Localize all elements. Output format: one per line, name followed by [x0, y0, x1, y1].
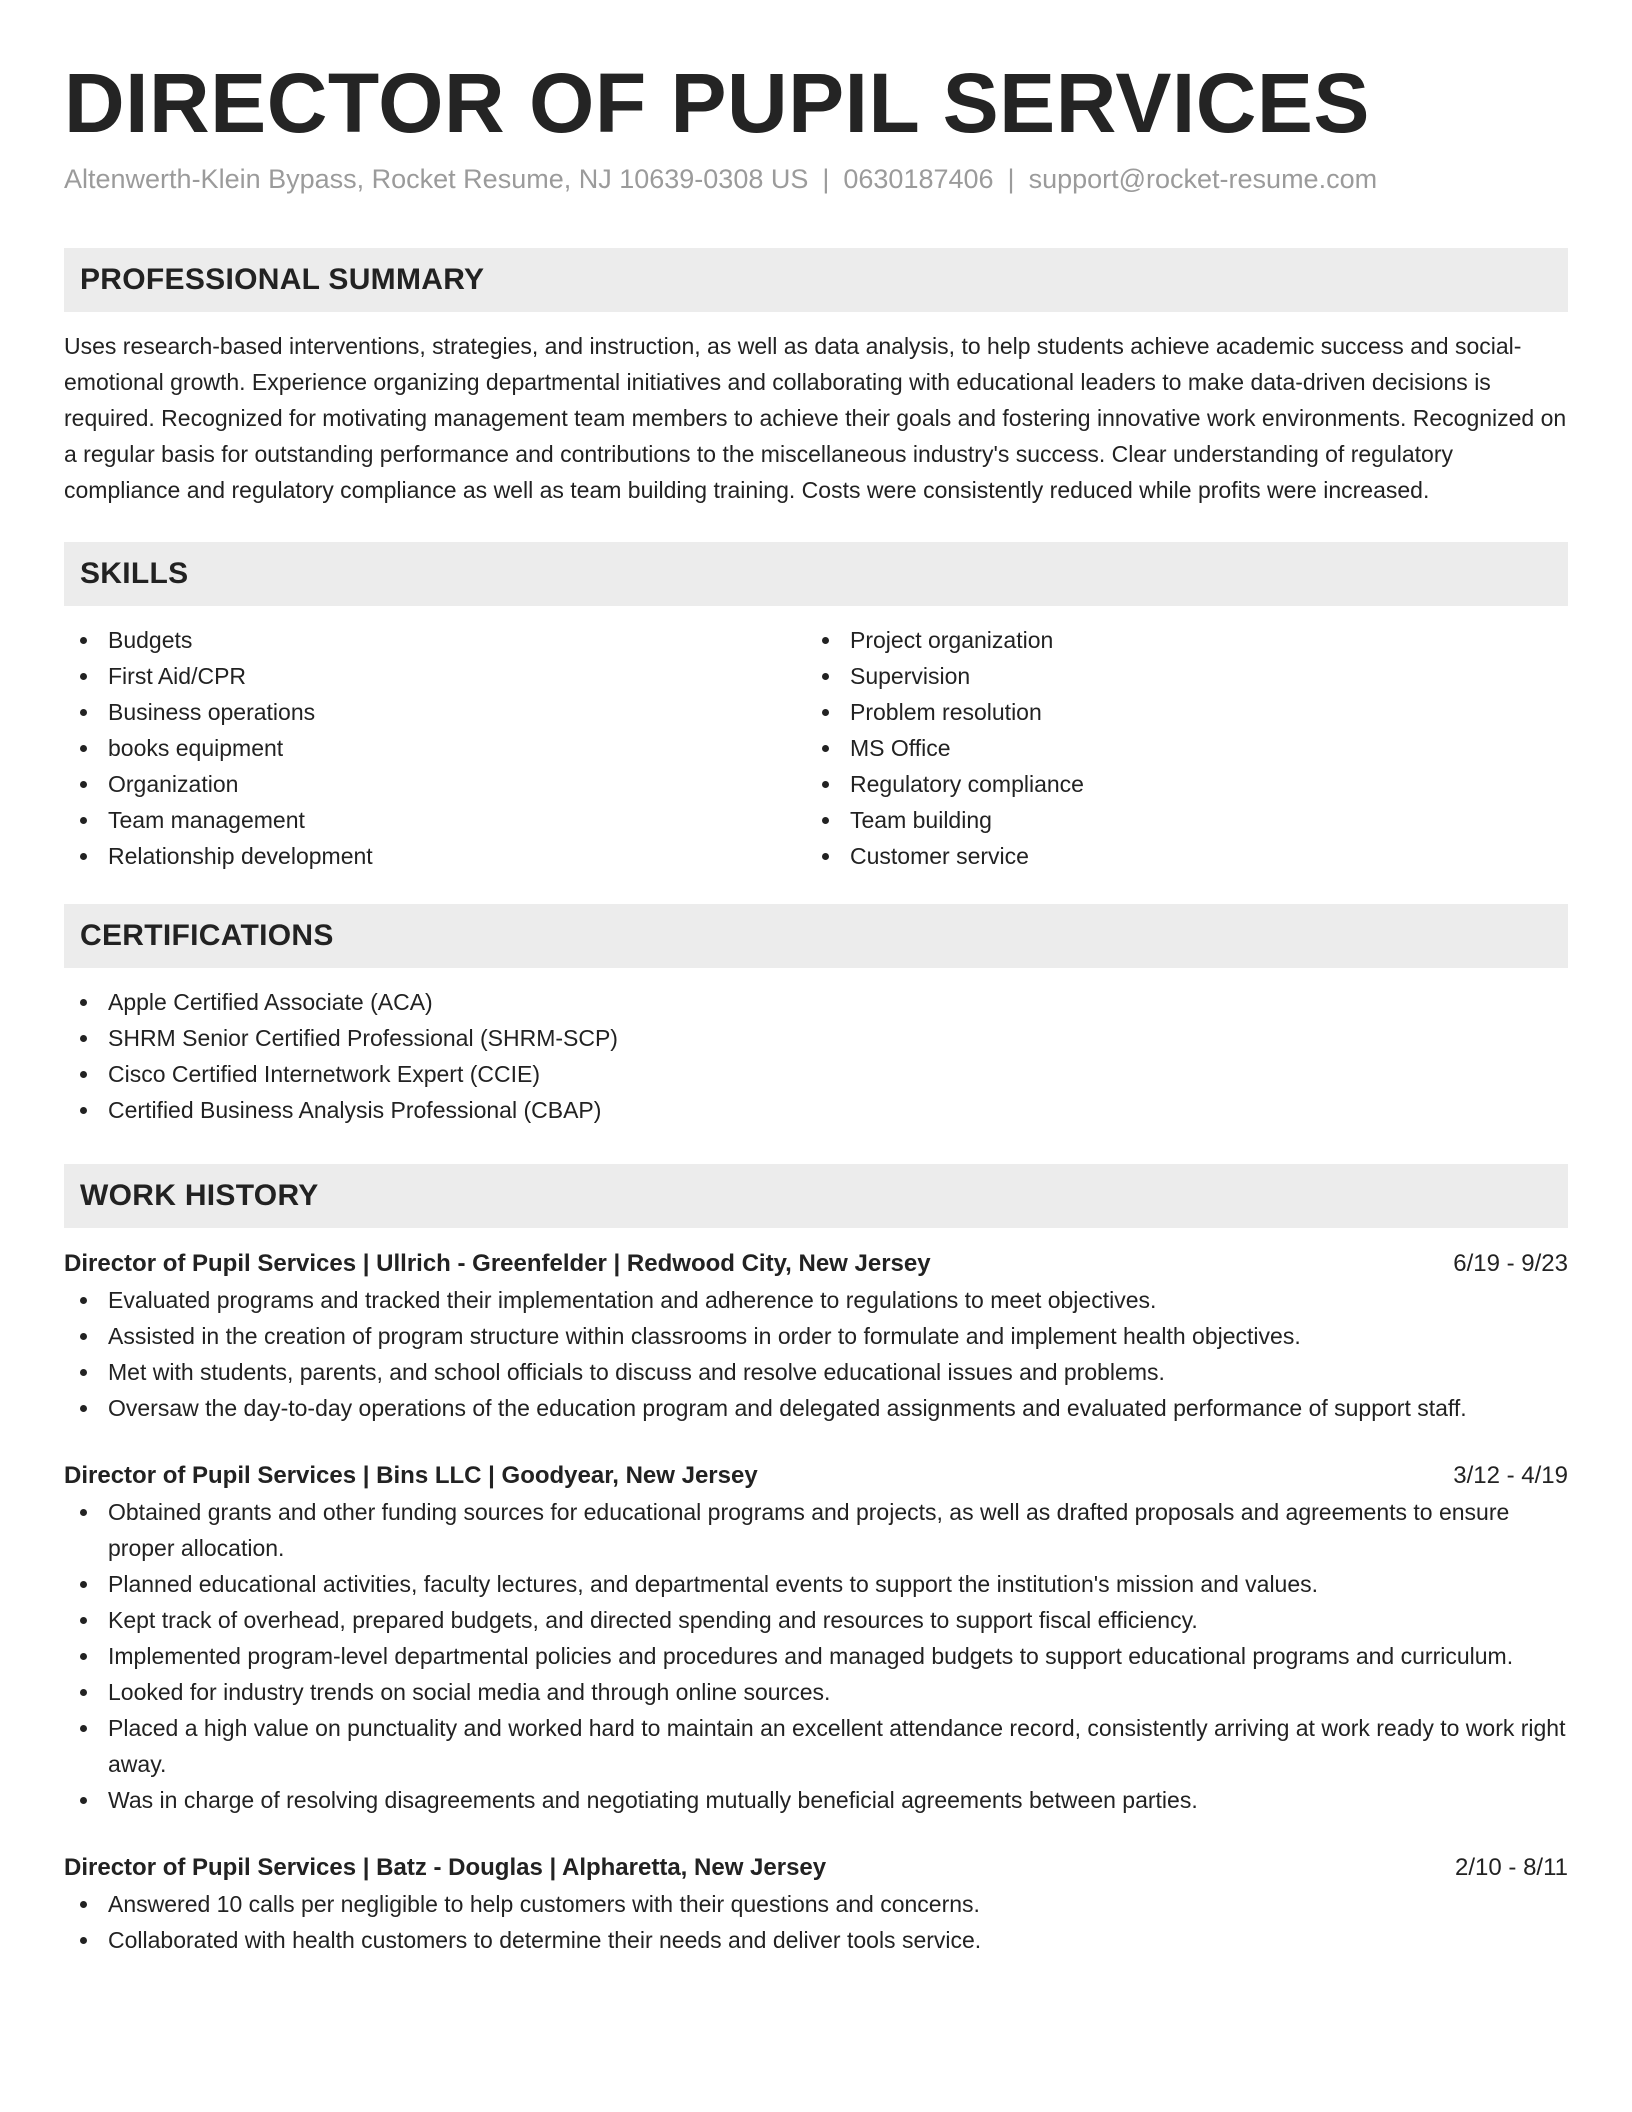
skill-item: Customer service [806, 838, 1548, 874]
contact-separator: | [822, 164, 830, 194]
certification-item: Apple Certified Associate (ACA) [64, 984, 1568, 1020]
certifications-list [64, 984, 1568, 1128]
certifications-section [64, 904, 1568, 1128]
summary-section [64, 248, 1568, 508]
job-bullet: Was in charge of resolving disagreements and negotiating mutually beneficial agreements between parties. [64, 1782, 1568, 1818]
skill-item: Regulatory compliance [806, 766, 1548, 802]
job-entry [64, 1246, 1568, 1426]
job-dates: 2/10 - 8/11 [1455, 1854, 1568, 1881]
job-bullet: Planned educational activities, faculty lectures, and departmental events to support the institution's mission and values. [64, 1566, 1568, 1602]
job-bullet: Answered 10 calls per negligible to help customers with their questions and concerns. [64, 1886, 1568, 1922]
summary-text: Uses research-based interventions, strategies, and instruction, as well as data analysis, to help students achieve academic success and social-emotional growth. Experience organizing departmental initiatives and collaborating with educational leaders to make data-driven decisions is required. Recognized for motivating management team members to achieve their goals and fostering innovative work environments. Recognized on a regular basis for outstanding performance and contributions to the miscellaneous industry's success. Clear understanding of regulatory compliance and regulatory compliance as well as team building training. Costs were consistently reduced while profits were increased. [64, 333, 1567, 503]
job-bullets [64, 1494, 1568, 1818]
job-title: Director of Pupil Services | Batz - Douglas | Alpharetta, New Jersey [64, 1854, 827, 1881]
job-bullet: Oversaw the day-to-day operations of the education program and delegated assignments and evaluated performance of support staff. [64, 1390, 1568, 1426]
job-bullet: Looked for industry trends on social media and through online sources. [64, 1674, 1568, 1710]
skill-item: Problem resolution [806, 694, 1548, 730]
certifications-heading: CERTIFICATIONS [64, 904, 1568, 968]
job-title: Director of Pupil Services | Ullrich - Greenfelder | Redwood City, New Jersey [64, 1250, 931, 1277]
contact-phone: 0630187406 [843, 164, 994, 194]
job-title: Director of Pupil Services | Bins LLC | Goodyear, New Jersey [64, 1462, 758, 1489]
job-dates: 3/12 - 4/19 [1453, 1462, 1568, 1489]
skill-item: Relationship development [64, 838, 806, 874]
contact-address: Altenwerth-Klein Bypass, Rocket Resume, NJ 10639-0308 US [64, 164, 809, 194]
work-history-section [64, 1164, 1568, 1958]
job-bullet: Met with students, parents, and school officials to discuss and resolve educational issues and problems. [64, 1354, 1568, 1390]
skill-item: Budgets [64, 622, 806, 658]
job-bullets [64, 1282, 1568, 1426]
job-bullet: Kept track of overhead, prepared budgets, and directed spending and resources to support fiscal efficiency. [64, 1602, 1568, 1638]
skills-list-left [64, 622, 806, 874]
resume-name-title: DIRECTOR OF PUPIL SERVICES [64, 56, 1370, 150]
skill-item: MS Office [806, 730, 1548, 766]
job-entry [64, 1458, 1568, 1818]
contact-email: support@rocket-resume.com [1028, 164, 1378, 194]
job-header [64, 1246, 1568, 1282]
job-bullet: Evaluated programs and tracked their implementation and adherence to regulations to meet objectives. [64, 1282, 1568, 1318]
job-bullet: Placed a high value on punctuality and worked hard to maintain an excellent attendance record, consistently arriving at work ready to work right away. [64, 1710, 1568, 1782]
job-bullet: Implemented program-level departmental policies and procedures and managed budgets to support educational programs and curriculum. [64, 1638, 1568, 1674]
job-header [64, 1850, 1568, 1886]
skill-item: Team building [806, 802, 1548, 838]
job-header [64, 1458, 1568, 1494]
resume-page [64, 0, 1568, 1958]
contact-line [64, 162, 1568, 196]
skill-item: books equipment [64, 730, 806, 766]
skill-item: Business operations [64, 694, 806, 730]
skills-list-right [806, 622, 1548, 874]
skills-grid [64, 622, 1568, 874]
certification-item: Cisco Certified Internetwork Expert (CCIE) [64, 1056, 1568, 1092]
summary-heading: PROFESSIONAL SUMMARY [64, 248, 1568, 312]
job-bullets [64, 1886, 1568, 1958]
contact-separator: | [1007, 164, 1015, 194]
skill-item: Project organization [806, 622, 1548, 658]
skill-item: Supervision [806, 658, 1548, 694]
work-history-heading: WORK HISTORY [64, 1164, 1568, 1228]
job-bullet: Collaborated with health customers to determine their needs and deliver tools service. [64, 1922, 1568, 1958]
job-bullet: Obtained grants and other funding sources for educational programs and projects, as well as drafted proposals and agreements to ensure proper allocation. [64, 1494, 1568, 1566]
skill-item: First Aid/CPR [64, 658, 806, 694]
certification-item: SHRM Senior Certified Professional (SHRM-SCP) [64, 1020, 1568, 1056]
certification-item: Certified Business Analysis Professional (CBAP) [64, 1092, 1568, 1128]
job-entry [64, 1850, 1568, 1958]
job-bullet: Assisted in the creation of program structure within classrooms in order to formulate and implement health objectives. [64, 1318, 1568, 1354]
job-dates: 6/19 - 9/23 [1453, 1250, 1568, 1277]
skills-heading: SKILLS [64, 542, 1568, 606]
skill-item: Team management [64, 802, 806, 838]
skills-section [64, 542, 1568, 874]
skill-item: Organization [64, 766, 806, 802]
